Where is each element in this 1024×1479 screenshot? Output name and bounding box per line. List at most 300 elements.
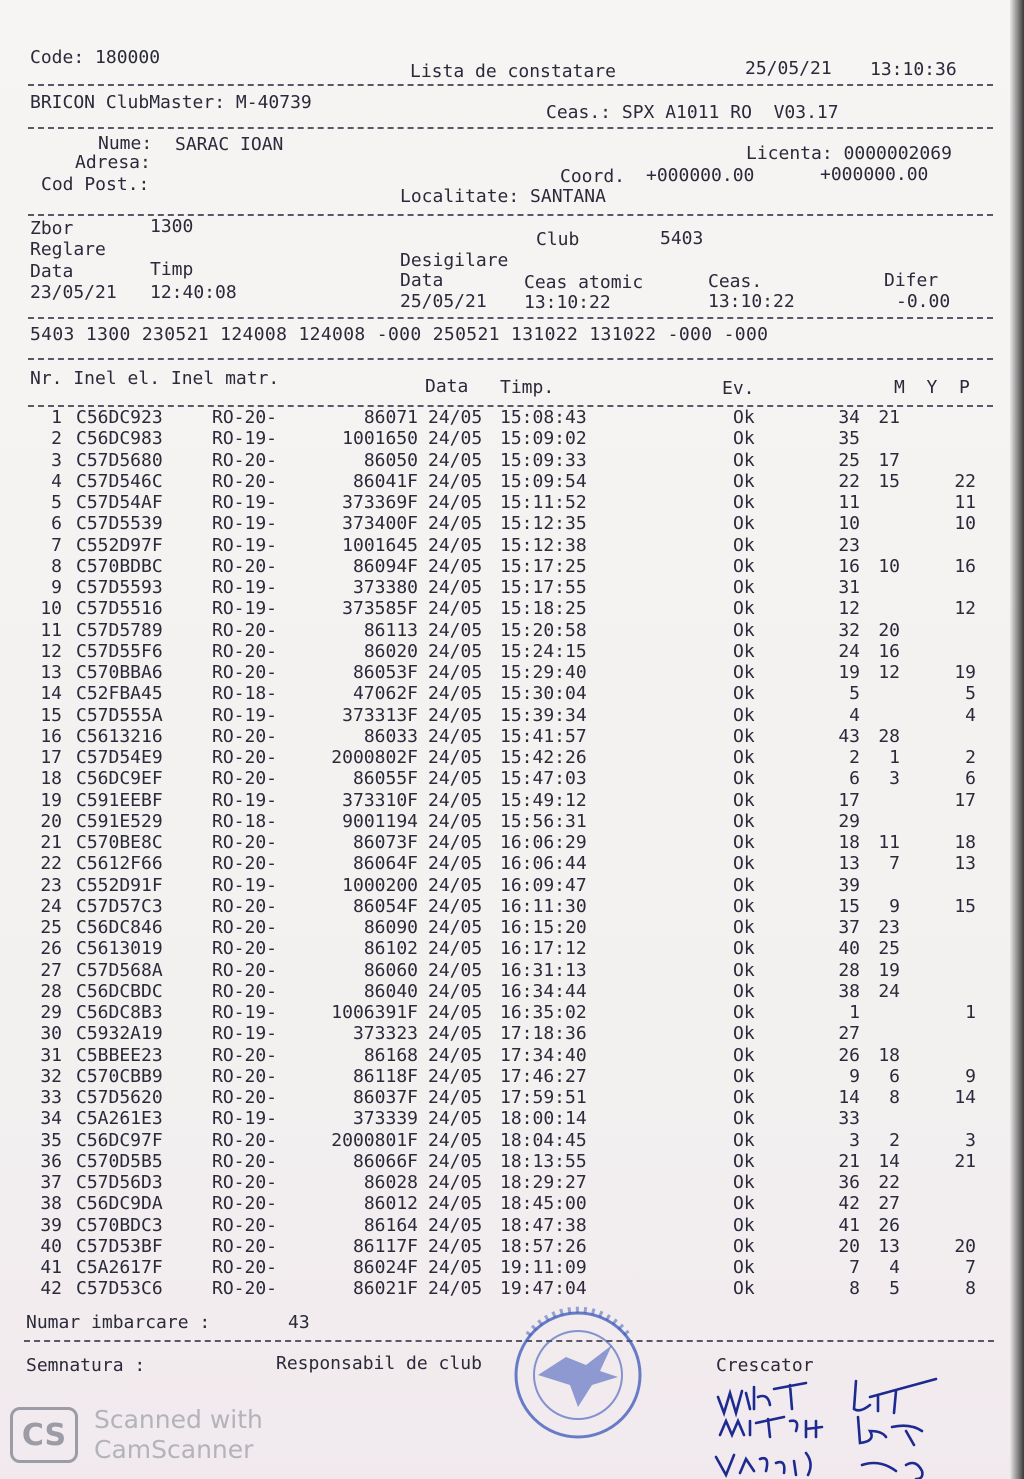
cell-mat: RO-20- [212,1087,278,1108]
divider [28,84,993,86]
reglare-label: Reglare [30,239,106,260]
cell-p: 19 [954,662,976,683]
cell-y: 12 [878,662,900,683]
cell-time: 15:12:38 [500,534,587,556]
cell-mat: RO-20- [212,662,278,683]
cell-date: 24/05 [428,874,483,896]
breeder-label: Crescator [716,1355,814,1376]
cell-date: 24/05 [428,1087,483,1108]
cell-el: C57D5539 [76,513,163,535]
table-row [0,1278,1024,1299]
cell-time: 17:59:51 [500,1087,587,1108]
cell-nr: 10 [40,598,62,620]
cell-m: 2 [849,747,860,768]
cell-ev: Ok [733,874,755,896]
cell-time: 16:11:30 [500,895,587,917]
club-label: Club [536,229,580,250]
cell-num: 47062F [352,683,418,705]
cell-num: 373585F [342,598,418,620]
cell-date: 24/05 [428,449,483,471]
cell-el: C5612F66 [76,853,163,875]
cell-date: 24/05 [428,768,483,790]
cell-time: 15:56:31 [500,810,587,832]
coord-x: +000000.00 [646,165,755,186]
cell-m: 21 [838,1150,860,1172]
cell-m: 13 [838,853,860,875]
cell-num: 86168 [363,1044,418,1066]
header-ev: Ev. [722,378,755,399]
cell-nr: 37 [40,1172,62,1193]
cell-ev: Ok [733,768,755,790]
cell-time: 18:57:26 [500,1235,587,1257]
cell-date: 24/05 [428,747,483,768]
cell-time: 19:11:09 [500,1257,587,1278]
cell-ev: Ok [733,662,755,683]
cell-m: 38 [838,980,860,1002]
cell-date: 24/05 [428,704,483,726]
cell-time: 15:09:33 [500,449,587,471]
cell-nr: 4 [51,470,62,492]
cell-ev: Ok [733,959,755,981]
table-row [0,853,1024,874]
header-myp: M Y P [894,377,970,398]
cell-p: 16 [954,555,976,577]
cell-el: C570D5B5 [76,1150,163,1172]
cell-num: 86024F [352,1257,418,1278]
header-timp: Timp. [500,377,555,398]
cell-el: C5A2617F [76,1257,163,1278]
cell-mat: RO-19- [212,492,278,513]
cell-y: 17 [878,449,900,471]
cell-y: 26 [878,1214,900,1236]
table-row [0,875,1024,896]
cell-m: 28 [838,959,860,981]
cell-time: 15:24:15 [500,640,587,662]
table-row [0,577,1024,598]
cell-time: 15:09:02 [500,428,587,450]
cell-m: 41 [838,1214,860,1236]
cell-m: 19 [838,662,860,683]
cell-time: 18:04:45 [500,1129,587,1151]
cell-nr: 12 [40,640,62,662]
cell-p: 9 [965,1065,976,1087]
cell-time: 16:31:13 [500,959,587,981]
cell-date: 24/05 [428,895,483,917]
cell-num: 373369F [342,492,418,513]
cell-time: 16:15:20 [500,917,587,938]
cell-m: 26 [838,1044,860,1066]
watermark-line2: CamScanner [94,1435,254,1464]
cell-el: C57D5789 [76,619,163,641]
zbor-label: Zbor [30,218,74,239]
coord-label: Coord. [560,166,626,187]
table-row [0,1045,1024,1066]
cell-m: 39 [838,874,860,896]
cell-nr: 15 [40,704,62,726]
reglare-date: 23/05/21 [30,282,117,303]
cell-p: 15 [954,895,976,917]
cell-num: 1001645 [342,534,418,556]
cell-ev: Ok [733,704,755,726]
print-date: 25/05/21 [745,58,832,79]
cell-nr: 33 [40,1087,62,1108]
cell-nr: 1 [51,407,62,428]
cell-y: 22 [878,1172,900,1193]
club-value: 5403 [660,228,704,249]
cell-num: 2000802F [331,747,418,768]
cell-nr: 30 [40,1023,62,1045]
cell-el: C57D54E9 [76,747,163,768]
cell-nr: 21 [40,832,62,853]
cell-mat: RO-20- [212,555,278,577]
cell-el: C570CBB9 [76,1065,163,1087]
cell-date: 24/05 [428,1044,483,1066]
cell-nr: 9 [51,577,62,598]
cell-num: 1001650 [342,428,418,450]
cell-y: 9 [889,895,900,917]
cell-time: 16:35:02 [500,1002,587,1023]
table-row [0,726,1024,747]
cell-el: C56DC8B3 [76,1002,163,1023]
cell-m: 4 [849,704,860,726]
cell-num: 86164 [363,1214,418,1236]
cell-nr: 17 [40,747,62,768]
cell-time: 18:00:14 [500,1108,587,1130]
cell-ev: Ok [733,1257,755,1278]
cell-ev: Ok [733,470,755,492]
table-row [0,938,1024,959]
table-row [0,1172,1024,1193]
cell-date: 24/05 [428,810,483,832]
clock-info: Ceas.: SPX A1011 RO V03.17 [546,102,839,123]
cell-num: 373400F [342,513,418,535]
cell-nr: 5 [51,492,62,513]
cell-el: C57D55F6 [76,640,163,662]
cell-mat: RO-20- [212,1129,278,1151]
difer-label: Difer [884,270,939,291]
cell-p: 13 [954,853,976,875]
header-data: Data [425,376,469,397]
cell-mat: RO-19- [212,704,278,726]
cell-nr: 26 [40,938,62,960]
cell-date: 24/05 [428,980,483,1002]
table-row [0,513,1024,534]
cell-el: C57D5680 [76,449,163,471]
cell-nr: 13 [40,662,62,683]
table-row [0,535,1024,556]
address-label: Adresa: [75,152,151,173]
cell-time: 16:17:12 [500,938,587,960]
table-row [0,1257,1024,1278]
cell-p: 3 [965,1129,976,1151]
table-row [0,1108,1024,1129]
cell-num: 86012 [363,1193,418,1215]
cell-nr: 8 [51,555,62,577]
cell-nr: 14 [40,683,62,705]
cell-el: C56DC983 [76,428,163,450]
cell-mat: RO-20- [212,1193,278,1215]
cell-mat: RO-20- [212,917,278,938]
cell-time: 18:45:00 [500,1193,587,1215]
table-row [0,811,1024,832]
cell-num: 86054F [352,895,418,917]
cell-num: 86113 [363,619,418,641]
cell-date: 24/05 [428,470,483,492]
cell-ev: Ok [733,1023,755,1045]
cell-ev: Ok [733,938,755,960]
cell-y: 7 [889,853,900,875]
cell-date: 24/05 [428,1129,483,1151]
cell-y: 11 [878,832,900,853]
cell-time: 15:47:03 [500,768,587,790]
cell-p: 12 [954,598,976,620]
reglare-time: 12:40:08 [150,282,237,303]
table-row [0,1002,1024,1023]
difer-value: -0.00 [896,291,951,312]
cell-date: 24/05 [428,725,483,747]
cell-el: C570BDBC [76,555,163,577]
cell-time: 15:29:40 [500,662,587,683]
cell-ev: Ok [733,1214,755,1236]
cell-mat: RO-20- [212,1278,278,1300]
cell-ev: Ok [733,1087,755,1108]
cell-y: 23 [878,917,900,938]
divider [28,127,993,129]
cell-m: 29 [838,810,860,832]
zbor-value: 1300 [150,216,194,237]
cell-m: 43 [838,725,860,747]
cell-date: 24/05 [428,513,483,535]
cell-y: 27 [878,1193,900,1215]
cell-ev: Ok [733,619,755,641]
cell-time: 15:17:55 [500,577,587,598]
cell-p: 11 [954,492,976,513]
locality: Localitate: SANTANA [400,186,606,207]
cell-num: 86071 [363,407,418,428]
cell-date: 24/05 [428,832,483,853]
cell-y: 19 [878,959,900,981]
cell-time: 17:46:27 [500,1065,587,1087]
cell-time: 15:18:25 [500,598,587,620]
cell-time: 18:47:38 [500,1214,587,1236]
table-row [0,471,1024,492]
system-name: BRICON ClubMaster: M-40739 [30,92,312,113]
cell-num: 86064F [352,853,418,875]
table-row [0,1193,1024,1214]
table-row [0,556,1024,577]
cell-mat: RO-20- [212,640,278,662]
cell-date: 24/05 [428,1193,483,1215]
cell-time: 16:06:29 [500,832,587,853]
cell-p: 1 [965,1002,976,1023]
cell-y: 4 [889,1257,900,1278]
cell-ev: Ok [733,492,755,513]
cell-y: 21 [878,407,900,428]
cell-nr: 34 [40,1108,62,1130]
cell-el: C591E529 [76,810,163,832]
code-line: 5403 1300 230521 124008 124008 -000 250521 131022 131022 -000 -000 [30,324,769,345]
cell-ev: Ok [733,895,755,917]
cell-mat: RO-20- [212,449,278,471]
cell-time: 18:13:55 [500,1150,587,1172]
cell-date: 24/05 [428,555,483,577]
cell-el: C552D91F [76,874,163,896]
cell-mat: RO-20- [212,1172,278,1193]
print-time: 13:10:36 [870,59,957,80]
cell-nr: 6 [51,513,62,535]
cell-p: 5 [965,683,976,705]
imbarcare-label: Numar imbarcare : [26,1312,211,1333]
cell-m: 34 [838,407,860,428]
cell-mat: RO-19- [212,598,278,620]
cell-mat: RO-19- [212,1002,278,1023]
cell-el: C5932A19 [76,1023,163,1045]
table-row [0,768,1024,789]
table-row [0,705,1024,726]
table-row [0,620,1024,641]
cell-date: 24/05 [428,1278,483,1300]
cell-nr: 35 [40,1129,62,1151]
cell-date: 24/05 [428,853,483,875]
cell-m: 6 [849,768,860,790]
table-row [0,1215,1024,1236]
cell-nr: 2 [51,428,62,450]
cell-date: 24/05 [428,1150,483,1172]
cell-y: 5 [889,1278,900,1300]
cell-m: 17 [838,789,860,811]
cell-num: 86094F [352,555,418,577]
cell-time: 17:34:40 [500,1044,587,1066]
cell-y: 18 [878,1044,900,1066]
cell-ev: Ok [733,832,755,853]
cell-m: 32 [838,619,860,641]
cell-mat: RO-20- [212,747,278,768]
cell-p: 7 [965,1257,976,1278]
cell-num: 86066F [352,1150,418,1172]
cell-mat: RO-19- [212,534,278,556]
cell-ev: Ok [733,747,755,768]
cell-y: 24 [878,980,900,1002]
cell-date: 24/05 [428,938,483,960]
table-row [0,747,1024,768]
cell-ev: Ok [733,1065,755,1087]
cell-time: 17:18:36 [500,1023,587,1045]
cell-ev: Ok [733,853,755,875]
cell-mat: RO-18- [212,683,278,705]
cell-m: 7 [849,1257,860,1278]
cell-date: 24/05 [428,1108,483,1130]
cell-el: C57D54AF [76,492,163,513]
cell-mat: RO-20- [212,619,278,641]
cell-p: 10 [954,513,976,535]
ceas-time: 13:10:22 [708,291,795,312]
cell-y: 13 [878,1235,900,1257]
cell-p: 8 [965,1278,976,1300]
cell-el: C52FBA45 [76,683,163,705]
cell-ev: Ok [733,1172,755,1193]
cell-el: C57D53C6 [76,1278,163,1300]
cell-p: 4 [965,704,976,726]
cell-ev: Ok [733,1193,755,1215]
cell-time: 19:47:04 [500,1278,587,1300]
timp-label: Timp [150,259,194,280]
cell-date: 24/05 [428,407,483,428]
cell-el: C5613019 [76,938,163,960]
cell-date: 24/05 [428,1002,483,1023]
data2-label: Data [400,270,444,291]
cell-m: 35 [838,428,860,450]
name-value: SARAC IOAN [175,134,284,155]
table-row [0,1066,1024,1087]
cell-time: 15:12:35 [500,513,587,535]
cell-p: 17 [954,789,976,811]
cell-m: 24 [838,640,860,662]
cell-el: C5613216 [76,725,163,747]
cell-m: 33 [838,1108,860,1130]
cell-ev: Ok [733,534,755,556]
cell-mat: RO-20- [212,938,278,960]
cell-nr: 29 [40,1002,62,1023]
cell-mat: RO-20- [212,959,278,981]
cell-el: C570BE8C [76,832,163,853]
table-row [0,896,1024,917]
divider [28,358,993,360]
cell-el: C591EEBF [76,789,163,811]
cell-m: 31 [838,577,860,598]
cell-num: 86021F [352,1278,418,1300]
cell-mat: RO-20- [212,725,278,747]
cell-el: C56DC97F [76,1129,163,1151]
cell-m: 37 [838,917,860,938]
table-row [0,1130,1024,1151]
cell-ev: Ok [733,1150,755,1172]
cell-m: 9 [849,1065,860,1087]
cell-nr: 11 [40,619,62,641]
cell-m: 23 [838,534,860,556]
cell-mat: RO-20- [212,980,278,1002]
cell-y: 14 [878,1150,900,1172]
cell-date: 24/05 [428,598,483,620]
table-row [0,790,1024,811]
cell-el: C552D97F [76,534,163,556]
cell-time: 15:30:04 [500,683,587,705]
cell-num: 86117F [352,1235,418,1257]
cell-el: C56DC9DA [76,1193,163,1215]
cell-el: C57D5620 [76,1087,163,1108]
cell-nr: 20 [40,810,62,832]
cell-nr: 38 [40,1193,62,1215]
cell-y: 3 [889,768,900,790]
cell-date: 24/05 [428,619,483,641]
cell-time: 15:39:34 [500,704,587,726]
cell-ev: Ok [733,1044,755,1066]
cell-time: 15:08:43 [500,407,587,428]
cell-p: 18 [954,832,976,853]
cell-el: C5BBEE23 [76,1044,163,1066]
document-title: Lista de constatare [410,61,616,82]
cell-num: 86060 [363,959,418,981]
cell-y: 2 [889,1129,900,1151]
cell-date: 24/05 [428,789,483,811]
desigilare-label: Desigilare [400,250,509,271]
cell-num: 86102 [363,938,418,960]
cell-ev: Ok [733,789,755,811]
cell-p: 22 [954,470,976,492]
club-stamp-icon [508,1305,648,1445]
cell-num: 373339 [352,1108,418,1130]
cell-y: 25 [878,938,900,960]
table-row [0,832,1024,853]
